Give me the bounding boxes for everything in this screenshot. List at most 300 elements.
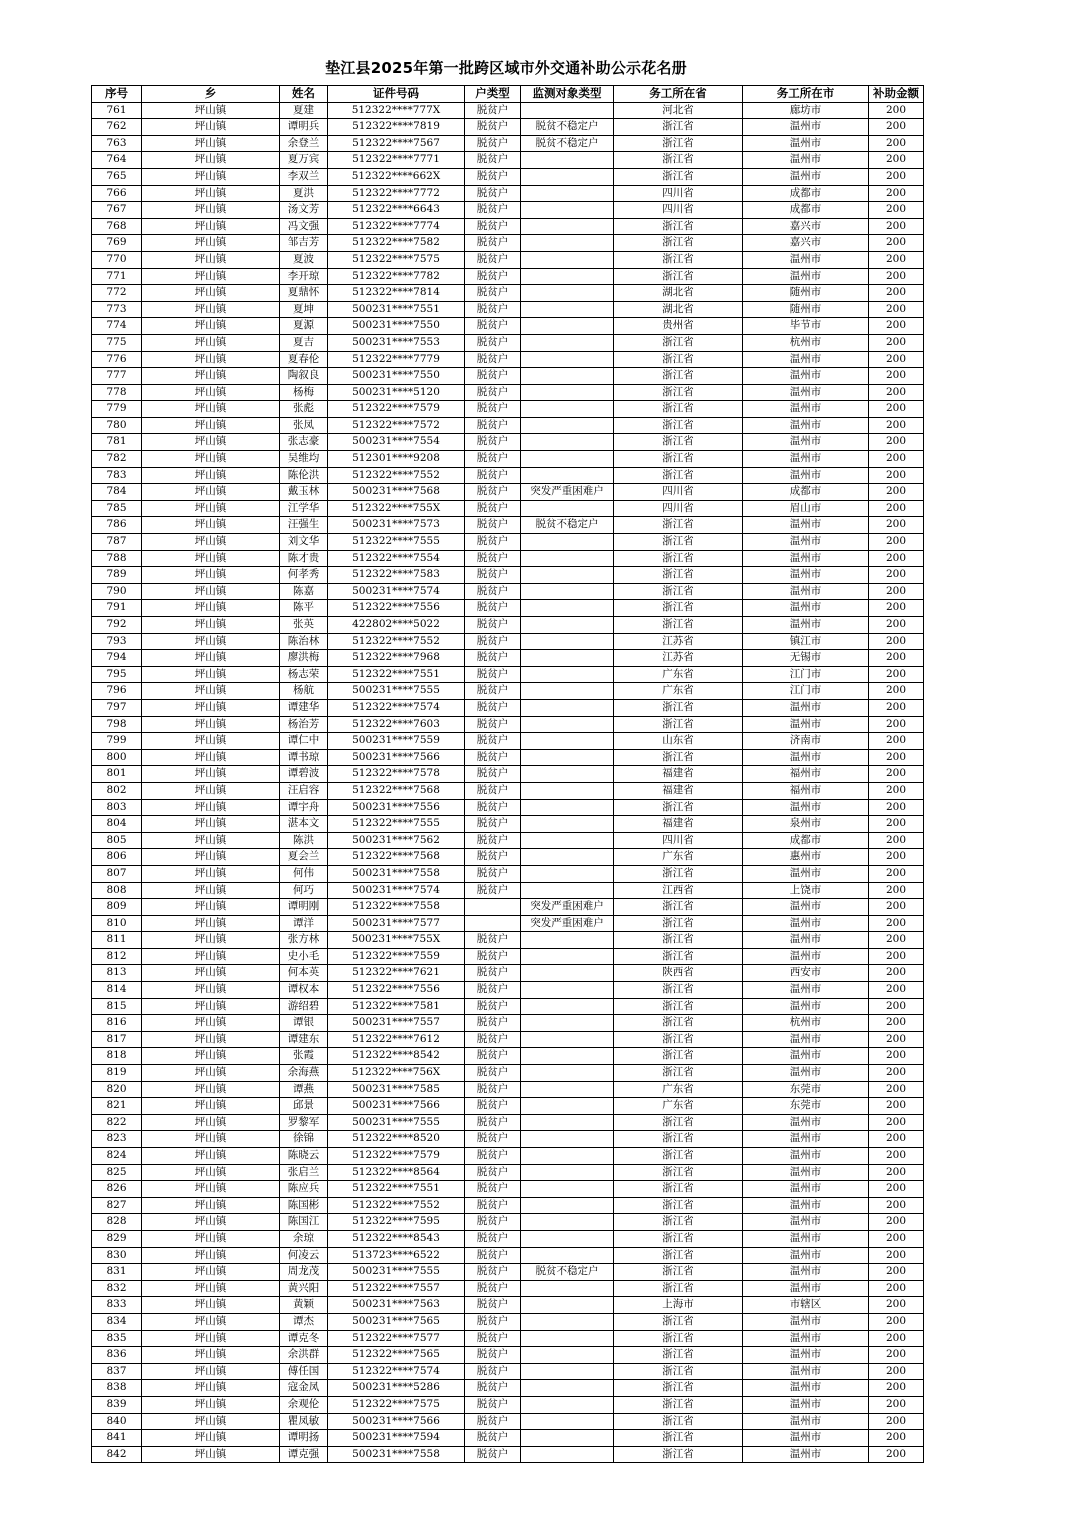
table-row bbox=[92, 285, 924, 302]
monitor-type-cell bbox=[521, 500, 614, 517]
id-number-cell: 500231****7551 bbox=[328, 301, 465, 318]
household-type-cell: 脱贫户 bbox=[465, 1446, 521, 1463]
work-province-cell: 浙江省 bbox=[614, 600, 743, 617]
household-type-cell: 脱贫户 bbox=[465, 135, 521, 152]
household-type-cell: 脱贫户 bbox=[465, 583, 521, 600]
serial-cell: 801 bbox=[92, 766, 142, 783]
work-city-cell: 温州市 bbox=[743, 699, 869, 716]
id-number-cell: 500231****7555 bbox=[328, 1264, 465, 1281]
subsidy-amount-cell: 200 bbox=[869, 583, 924, 600]
household-type-cell: 脱贫户 bbox=[465, 301, 521, 318]
monitor-type-cell bbox=[521, 982, 614, 999]
township-cell: 坪山镇 bbox=[142, 650, 280, 667]
subsidy-amount-cell: 200 bbox=[869, 1181, 924, 1198]
township-cell: 坪山镇 bbox=[142, 1430, 280, 1447]
id-number-cell: 512322****7558 bbox=[328, 899, 465, 916]
name-cell: 谭杰 bbox=[280, 1313, 328, 1330]
id-number-cell: 512322****7551 bbox=[328, 666, 465, 683]
name-cell: 汤文芳 bbox=[280, 202, 328, 219]
serial-cell: 810 bbox=[92, 915, 142, 932]
household-type-cell: 脱贫户 bbox=[465, 1264, 521, 1281]
work-province-cell: 浙江省 bbox=[614, 1264, 743, 1281]
township-cell: 坪山镇 bbox=[142, 1446, 280, 1463]
monitor-type-cell bbox=[521, 600, 614, 617]
id-number-cell: 512322****755X bbox=[328, 500, 465, 517]
name-cell: 夏源 bbox=[280, 318, 328, 335]
work-province-cell: 浙江省 bbox=[614, 948, 743, 965]
household-type-cell: 脱贫户 bbox=[465, 683, 521, 700]
monitor-type-cell bbox=[521, 733, 614, 750]
name-cell: 谭建华 bbox=[280, 699, 328, 716]
table-row bbox=[92, 334, 924, 351]
name-cell: 游绍碧 bbox=[280, 998, 328, 1015]
monitor-type-cell bbox=[521, 716, 614, 733]
table-row bbox=[92, 998, 924, 1015]
township-cell: 坪山镇 bbox=[142, 1280, 280, 1297]
name-cell: 张彪 bbox=[280, 401, 328, 418]
monitor-type-cell bbox=[521, 1430, 614, 1447]
monitor-type-cell bbox=[521, 617, 614, 634]
subsidy-amount-cell: 200 bbox=[869, 202, 924, 219]
work-province-cell: 福建省 bbox=[614, 766, 743, 783]
household-type-cell: 脱贫户 bbox=[465, 617, 521, 634]
subsidy-amount-cell: 200 bbox=[869, 633, 924, 650]
table-row bbox=[92, 1114, 924, 1131]
monitor-type-cell bbox=[521, 467, 614, 484]
work-province-cell: 浙江省 bbox=[614, 152, 743, 169]
serial-cell: 783 bbox=[92, 467, 142, 484]
id-number-cell: 512322****7582 bbox=[328, 235, 465, 252]
subsidy-amount-cell: 200 bbox=[869, 915, 924, 932]
id-number-cell: 512322****7552 bbox=[328, 467, 465, 484]
id-number-cell: 512322****7581 bbox=[328, 998, 465, 1015]
name-cell: 夏波 bbox=[280, 251, 328, 268]
table-row bbox=[92, 517, 924, 534]
id-number-cell: 512322****7578 bbox=[328, 766, 465, 783]
work-city-cell: 温州市 bbox=[743, 451, 869, 468]
work-province-cell: 江西省 bbox=[614, 882, 743, 899]
id-number-cell: 512322****7555 bbox=[328, 534, 465, 551]
id-number-cell: 500231****7550 bbox=[328, 368, 465, 385]
work-province-cell: 浙江省 bbox=[614, 617, 743, 634]
id-number-cell: 500231****7555 bbox=[328, 1114, 465, 1131]
township-cell: 坪山镇 bbox=[142, 368, 280, 385]
work-province-cell: 浙江省 bbox=[614, 1048, 743, 1065]
table-row bbox=[92, 1048, 924, 1065]
household-type-cell: 脱贫户 bbox=[465, 865, 521, 882]
monitor-type-cell bbox=[521, 1214, 614, 1231]
household-type-cell: 脱贫户 bbox=[465, 235, 521, 252]
township-cell: 坪山镇 bbox=[142, 1131, 280, 1148]
monitor-type-cell bbox=[521, 650, 614, 667]
id-number-cell: 512322****7559 bbox=[328, 948, 465, 965]
table-row bbox=[92, 301, 924, 318]
id-number-cell: 500231****7566 bbox=[328, 1098, 465, 1115]
name-cell: 戴玉林 bbox=[280, 484, 328, 501]
work-city-cell: 福州市 bbox=[743, 766, 869, 783]
township-cell: 坪山镇 bbox=[142, 633, 280, 650]
township-cell: 坪山镇 bbox=[142, 948, 280, 965]
subsidy-amount-cell: 200 bbox=[869, 600, 924, 617]
header-serial: 序号 bbox=[92, 86, 142, 103]
id-number-cell: 512322****7574 bbox=[328, 1363, 465, 1380]
serial-cell: 803 bbox=[92, 799, 142, 816]
header-work-city: 务工所在市 bbox=[743, 86, 869, 103]
subsidy-amount-cell: 200 bbox=[869, 699, 924, 716]
monitor-type-cell: 突发严重困难户 bbox=[521, 484, 614, 501]
table-row bbox=[92, 965, 924, 982]
household-type-cell: 脱贫户 bbox=[465, 251, 521, 268]
table-row bbox=[92, 1015, 924, 1032]
serial-cell: 786 bbox=[92, 517, 142, 534]
household-type-cell: 脱贫户 bbox=[465, 1015, 521, 1032]
household-type-cell: 脱贫户 bbox=[465, 998, 521, 1015]
subsidy-amount-cell: 200 bbox=[869, 816, 924, 833]
subsidy-amount-cell: 200 bbox=[869, 932, 924, 949]
work-province-cell: 浙江省 bbox=[614, 1031, 743, 1048]
monitor-type-cell bbox=[521, 550, 614, 567]
subsidy-amount-cell: 200 bbox=[869, 168, 924, 185]
name-cell: 陈治林 bbox=[280, 633, 328, 650]
id-number-cell: 500231****7550 bbox=[328, 318, 465, 335]
work-city-cell: 温州市 bbox=[743, 534, 869, 551]
work-province-cell: 浙江省 bbox=[614, 1015, 743, 1032]
serial-cell: 840 bbox=[92, 1413, 142, 1430]
serial-cell: 784 bbox=[92, 484, 142, 501]
table-row bbox=[92, 368, 924, 385]
table-row bbox=[92, 1280, 924, 1297]
name-cell: 汪启容 bbox=[280, 782, 328, 799]
monitor-type-cell bbox=[521, 1347, 614, 1364]
serial-cell: 841 bbox=[92, 1430, 142, 1447]
work-province-cell: 四川省 bbox=[614, 500, 743, 517]
subsidy-amount-cell: 200 bbox=[869, 832, 924, 849]
township-cell: 坪山镇 bbox=[142, 1363, 280, 1380]
monitor-type-cell bbox=[521, 683, 614, 700]
monitor-type-cell bbox=[521, 285, 614, 302]
id-number-cell: 512322****7568 bbox=[328, 849, 465, 866]
work-province-cell: 浙江省 bbox=[614, 334, 743, 351]
township-cell: 坪山镇 bbox=[142, 816, 280, 833]
monitor-type-cell bbox=[521, 301, 614, 318]
work-city-cell: 市辖区 bbox=[743, 1297, 869, 1314]
table-row bbox=[92, 583, 924, 600]
township-cell: 坪山镇 bbox=[142, 683, 280, 700]
work-city-cell: 温州市 bbox=[743, 384, 869, 401]
work-province-cell: 广东省 bbox=[614, 849, 743, 866]
name-cell: 湛本文 bbox=[280, 816, 328, 833]
monitor-type-cell bbox=[521, 1247, 614, 1264]
subsidy-amount-cell: 200 bbox=[869, 451, 924, 468]
monitor-type-cell bbox=[521, 1396, 614, 1413]
work-province-cell: 广东省 bbox=[614, 666, 743, 683]
name-cell: 杨治芳 bbox=[280, 716, 328, 733]
work-province-cell: 浙江省 bbox=[614, 716, 743, 733]
household-type-cell: 脱贫户 bbox=[465, 948, 521, 965]
id-number-cell: 512322****7779 bbox=[328, 351, 465, 368]
id-number-cell: 512322****7968 bbox=[328, 650, 465, 667]
header-monitor-type: 监测对象类型 bbox=[521, 86, 614, 103]
household-type-cell: 脱贫户 bbox=[465, 451, 521, 468]
work-city-cell: 温州市 bbox=[743, 899, 869, 916]
subsidy-amount-cell: 200 bbox=[869, 1230, 924, 1247]
township-cell: 坪山镇 bbox=[142, 1330, 280, 1347]
monitor-type-cell bbox=[521, 185, 614, 202]
household-type-cell: 脱贫户 bbox=[465, 832, 521, 849]
household-type-cell: 脱贫户 bbox=[465, 766, 521, 783]
township-cell: 坪山镇 bbox=[142, 119, 280, 136]
township-cell: 坪山镇 bbox=[142, 351, 280, 368]
work-province-cell: 浙江省 bbox=[614, 932, 743, 949]
subsidy-amount-cell: 200 bbox=[869, 185, 924, 202]
work-province-cell: 江苏省 bbox=[614, 650, 743, 667]
household-type-cell: 脱贫户 bbox=[465, 1181, 521, 1198]
name-cell: 冯文强 bbox=[280, 218, 328, 235]
subsidy-amount-cell: 200 bbox=[869, 1347, 924, 1364]
serial-cell: 821 bbox=[92, 1098, 142, 1115]
serial-cell: 832 bbox=[92, 1280, 142, 1297]
table-row bbox=[92, 1313, 924, 1330]
table-row bbox=[92, 152, 924, 169]
monitor-type-cell bbox=[521, 1131, 614, 1148]
name-cell: 何伟 bbox=[280, 865, 328, 882]
monitor-type-cell bbox=[521, 1048, 614, 1065]
work-province-cell: 浙江省 bbox=[614, 583, 743, 600]
subsidy-amount-cell: 200 bbox=[869, 417, 924, 434]
work-province-cell: 浙江省 bbox=[614, 251, 743, 268]
id-number-cell: 513723****6522 bbox=[328, 1247, 465, 1264]
township-cell: 坪山镇 bbox=[142, 484, 280, 501]
serial-cell: 794 bbox=[92, 650, 142, 667]
work-city-cell: 温州市 bbox=[743, 1230, 869, 1247]
work-city-cell: 温州市 bbox=[743, 749, 869, 766]
monitor-type-cell bbox=[521, 1446, 614, 1463]
work-city-cell: 温州市 bbox=[743, 583, 869, 600]
serial-cell: 835 bbox=[92, 1330, 142, 1347]
work-province-cell: 浙江省 bbox=[614, 749, 743, 766]
work-city-cell: 温州市 bbox=[743, 1181, 869, 1198]
household-type-cell: 脱贫户 bbox=[465, 733, 521, 750]
id-number-cell: 512322****662X bbox=[328, 168, 465, 185]
township-cell: 坪山镇 bbox=[142, 1413, 280, 1430]
work-province-cell: 福建省 bbox=[614, 782, 743, 799]
name-cell: 余琼 bbox=[280, 1230, 328, 1247]
subsidy-amount-cell: 200 bbox=[869, 1413, 924, 1430]
work-city-cell: 温州市 bbox=[743, 567, 869, 584]
subsidy-amount-cell: 200 bbox=[869, 517, 924, 534]
name-cell: 张方林 bbox=[280, 932, 328, 949]
monitor-type-cell: 脱贫不稳定户 bbox=[521, 517, 614, 534]
township-cell: 坪山镇 bbox=[142, 268, 280, 285]
subsidy-amount-cell: 200 bbox=[869, 351, 924, 368]
header-subsidy-amount: 补助金额 bbox=[869, 86, 924, 103]
id-number-cell: 500231****7558 bbox=[328, 1446, 465, 1463]
township-cell: 坪山镇 bbox=[142, 168, 280, 185]
id-number-cell: 500231****7574 bbox=[328, 583, 465, 600]
work-city-cell: 温州市 bbox=[743, 1413, 869, 1430]
subsidy-amount-cell: 200 bbox=[869, 500, 924, 517]
household-type-cell: 脱贫户 bbox=[465, 1280, 521, 1297]
work-province-cell: 浙江省 bbox=[614, 401, 743, 418]
work-province-cell: 四川省 bbox=[614, 832, 743, 849]
id-number-cell: 512322****7577 bbox=[328, 1330, 465, 1347]
work-province-cell: 湖北省 bbox=[614, 301, 743, 318]
work-city-cell: 温州市 bbox=[743, 251, 869, 268]
subsidy-amount-cell: 200 bbox=[869, 467, 924, 484]
name-cell: 汪强生 bbox=[280, 517, 328, 534]
serial-cell: 785 bbox=[92, 500, 142, 517]
id-number-cell: 512322****6643 bbox=[328, 202, 465, 219]
serial-cell: 807 bbox=[92, 865, 142, 882]
id-number-cell: 500231****7556 bbox=[328, 799, 465, 816]
work-city-cell: 温州市 bbox=[743, 434, 869, 451]
work-city-cell: 温州市 bbox=[743, 865, 869, 882]
monitor-type-cell bbox=[521, 1065, 614, 1082]
table-row bbox=[92, 1247, 924, 1264]
serial-cell: 775 bbox=[92, 334, 142, 351]
name-cell: 陈平 bbox=[280, 600, 328, 617]
work-city-cell: 温州市 bbox=[743, 1148, 869, 1165]
serial-cell: 791 bbox=[92, 600, 142, 617]
subsidy-amount-cell: 200 bbox=[869, 1048, 924, 1065]
township-cell: 坪山镇 bbox=[142, 1214, 280, 1231]
household-type-cell: 脱贫户 bbox=[465, 1363, 521, 1380]
work-city-cell: 温州市 bbox=[743, 135, 869, 152]
table-row bbox=[92, 749, 924, 766]
work-province-cell: 江苏省 bbox=[614, 633, 743, 650]
table-row bbox=[92, 1380, 924, 1397]
work-city-cell: 温州市 bbox=[743, 467, 869, 484]
name-cell: 邱景 bbox=[280, 1098, 328, 1115]
monitor-type-cell bbox=[521, 1015, 614, 1032]
serial-cell: 825 bbox=[92, 1164, 142, 1181]
serial-cell: 763 bbox=[92, 135, 142, 152]
work-province-cell: 浙江省 bbox=[614, 1363, 743, 1380]
table-row bbox=[92, 1131, 924, 1148]
work-province-cell: 湖北省 bbox=[614, 285, 743, 302]
table-row bbox=[92, 168, 924, 185]
household-type-cell: 脱贫户 bbox=[465, 517, 521, 534]
monitor-type-cell bbox=[521, 1081, 614, 1098]
township-cell: 坪山镇 bbox=[142, 135, 280, 152]
work-province-cell: 浙江省 bbox=[614, 1148, 743, 1165]
work-city-cell: 温州市 bbox=[743, 168, 869, 185]
id-number-cell: 500231****7554 bbox=[328, 434, 465, 451]
monitor-type-cell: 脱贫不稳定户 bbox=[521, 119, 614, 136]
name-cell: 杨志荣 bbox=[280, 666, 328, 683]
work-city-cell: 温州市 bbox=[743, 716, 869, 733]
serial-cell: 830 bbox=[92, 1247, 142, 1264]
work-province-cell: 浙江省 bbox=[614, 218, 743, 235]
table-row bbox=[92, 882, 924, 899]
name-cell: 陈应兵 bbox=[280, 1181, 328, 1198]
work-province-cell: 浙江省 bbox=[614, 1380, 743, 1397]
serial-cell: 796 bbox=[92, 683, 142, 700]
name-cell: 杨航 bbox=[280, 683, 328, 700]
name-cell: 何巧 bbox=[280, 882, 328, 899]
serial-cell: 815 bbox=[92, 998, 142, 1015]
name-cell: 张霞 bbox=[280, 1048, 328, 1065]
table-row bbox=[92, 1065, 924, 1082]
monitor-type-cell bbox=[521, 583, 614, 600]
household-type-cell: 脱贫户 bbox=[465, 1197, 521, 1214]
id-number-cell: 512322****777X bbox=[328, 102, 465, 119]
serial-cell: 777 bbox=[92, 368, 142, 385]
household-type-cell: 脱贫户 bbox=[465, 1031, 521, 1048]
work-city-cell: 温州市 bbox=[743, 1114, 869, 1131]
work-city-cell: 温州市 bbox=[743, 932, 869, 949]
id-number-cell: 512322****7557 bbox=[328, 1280, 465, 1297]
work-province-cell: 四川省 bbox=[614, 484, 743, 501]
household-type-cell: 脱贫户 bbox=[465, 550, 521, 567]
township-cell: 坪山镇 bbox=[142, 451, 280, 468]
work-province-cell: 浙江省 bbox=[614, 1446, 743, 1463]
work-city-cell: 温州市 bbox=[743, 1164, 869, 1181]
work-province-cell: 浙江省 bbox=[614, 1413, 743, 1430]
household-type-cell: 脱贫户 bbox=[465, 484, 521, 501]
work-province-cell: 广东省 bbox=[614, 1098, 743, 1115]
id-number-cell: 500231****7585 bbox=[328, 1081, 465, 1098]
work-city-cell: 温州市 bbox=[743, 600, 869, 617]
work-province-cell: 浙江省 bbox=[614, 799, 743, 816]
monitor-type-cell: 脱贫不稳定户 bbox=[521, 135, 614, 152]
work-city-cell: 温州市 bbox=[743, 799, 869, 816]
monitor-type-cell bbox=[521, 401, 614, 418]
monitor-type-cell bbox=[521, 102, 614, 119]
work-province-cell: 贵州省 bbox=[614, 318, 743, 335]
household-type-cell: 脱贫户 bbox=[465, 268, 521, 285]
serial-cell: 828 bbox=[92, 1214, 142, 1231]
work-city-cell: 无锡市 bbox=[743, 650, 869, 667]
subsidy-amount-cell: 200 bbox=[869, 1396, 924, 1413]
table-row bbox=[92, 982, 924, 999]
monitor-type-cell bbox=[521, 1148, 614, 1165]
serial-cell: 824 bbox=[92, 1148, 142, 1165]
table-row bbox=[92, 1031, 924, 1048]
monitor-type-cell bbox=[521, 334, 614, 351]
township-cell: 坪山镇 bbox=[142, 849, 280, 866]
table-row bbox=[92, 932, 924, 949]
name-cell: 黄兴阳 bbox=[280, 1280, 328, 1297]
household-type-cell: 脱贫户 bbox=[465, 368, 521, 385]
id-number-cell: 512322****7583 bbox=[328, 567, 465, 584]
work-province-cell: 浙江省 bbox=[614, 550, 743, 567]
work-city-cell: 温州市 bbox=[743, 1446, 869, 1463]
id-number-cell: 500231****7565 bbox=[328, 1313, 465, 1330]
serial-cell: 827 bbox=[92, 1197, 142, 1214]
id-number-cell: 512322****7556 bbox=[328, 600, 465, 617]
id-number-cell: 512322****7551 bbox=[328, 1181, 465, 1198]
household-type-cell: 脱贫户 bbox=[465, 1413, 521, 1430]
id-number-cell: 500231****7577 bbox=[328, 915, 465, 932]
id-number-cell: 500231****7562 bbox=[328, 832, 465, 849]
household-type-cell: 脱贫户 bbox=[465, 1313, 521, 1330]
subsidy-amount-cell: 200 bbox=[869, 749, 924, 766]
serial-cell: 819 bbox=[92, 1065, 142, 1082]
table-row bbox=[92, 617, 924, 634]
table-row bbox=[92, 948, 924, 965]
serial-cell: 771 bbox=[92, 268, 142, 285]
subsidy-amount-cell: 200 bbox=[869, 1164, 924, 1181]
serial-cell: 792 bbox=[92, 617, 142, 634]
table-row bbox=[92, 600, 924, 617]
work-province-cell: 浙江省 bbox=[614, 1330, 743, 1347]
id-number-cell: 512322****7579 bbox=[328, 1148, 465, 1165]
name-cell: 陶叙良 bbox=[280, 368, 328, 385]
household-type-cell: 脱贫户 bbox=[465, 500, 521, 517]
work-province-cell: 浙江省 bbox=[614, 1396, 743, 1413]
household-type-cell: 脱贫户 bbox=[465, 334, 521, 351]
